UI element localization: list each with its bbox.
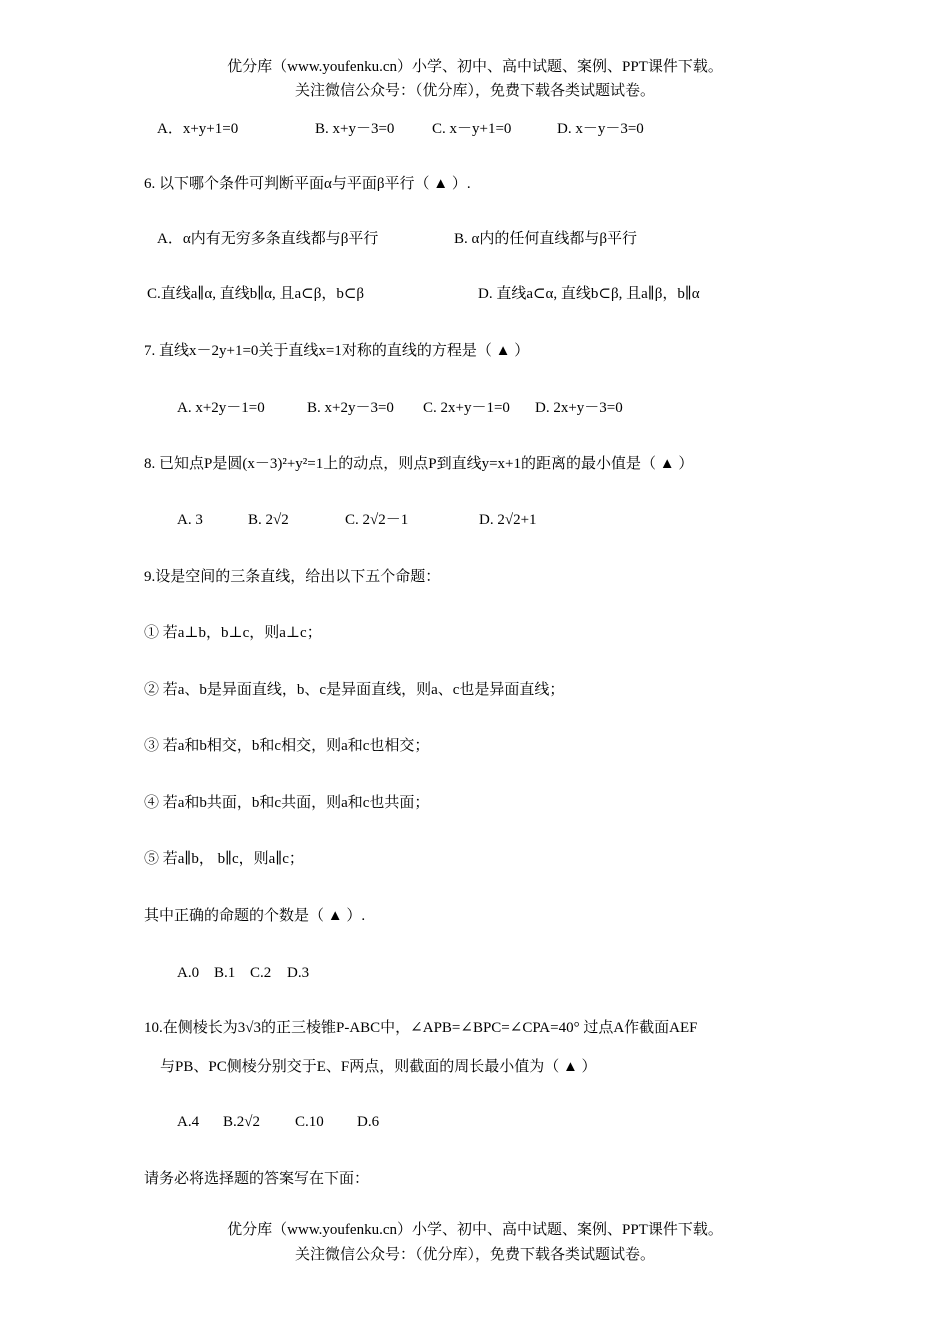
q8-option-b: B. 2√2 — [248, 512, 289, 528]
q5-option-a: A．x+y+1=0 — [157, 121, 239, 137]
q9-option-c: C.2 — [250, 965, 272, 981]
q8-option-d: D. 2√2+1 — [479, 512, 537, 528]
q5-option-b: B. x+y－3=0 — [315, 121, 395, 137]
q6-option-a: A．α内有无穷多条直线都与β平行 — [157, 231, 379, 247]
q10-option-a: A.4 — [177, 1114, 200, 1130]
q5-option-d: D. x－y－3=0 — [557, 121, 644, 137]
q5-option-c: C. x－y+1=0 — [432, 121, 512, 137]
q10-option-d: D.6 — [357, 1114, 380, 1130]
header-line-1: 优分库（www.youfenku.cn）小学、初中、高中试题、案例、PPT课件下载。 — [227, 59, 723, 75]
q7-option-a: A. x+2y－1=0 — [177, 400, 265, 416]
q9-option-d: D.3 — [287, 965, 310, 981]
footer-line-1: 优分库（www.youfenku.cn）小学、初中、高中试题、案例、PPT课件下载。 — [227, 1222, 723, 1238]
q7-option-b: B. x+2y－3=0 — [307, 400, 394, 416]
q7-stem: 7. 直线x－2y+1=0关于直线x=1对称的直线的方程是（ ▲ ） — [144, 343, 530, 359]
q10-option-c: C.10 — [295, 1114, 324, 1130]
q9-stem: 9.设是空间的三条直线，给出以下五个命题： — [144, 569, 441, 585]
q10-stem-1: 10.在侧棱长为3√3的正三棱锥P-ABC中，∠APB=∠BPC=∠CPA=40° 过点A作截面AEF — [144, 1020, 698, 1036]
q9-proposition-3: ③ 若a和b相交，b和c相交，则a和c也相交； — [144, 738, 430, 754]
q7-option-c: C. 2x+y－1=0 — [423, 400, 510, 416]
q10-stem-2: 与PB、PC侧棱分别交于E、F两点，则截面的周长最小值为（ ▲ ） — [160, 1059, 597, 1075]
q8-option-a: A. 3 — [177, 512, 203, 528]
q9-proposition-4: ④ 若a和b共面，b和c共面，则a和c也共面； — [144, 795, 430, 811]
q9-option-a: A.0 — [177, 965, 200, 981]
q6-stem: 6. 以下哪个条件可判断平面α与平面β平行（ ▲ ）. — [144, 176, 471, 192]
q6-option-d: D. 直线a⊂α, 直线b⊂β, 且a∥β，b∥α — [478, 286, 700, 302]
q9-proposition-1: ① 若a⊥b，b⊥c，则a⊥c； — [144, 625, 322, 641]
q6-option-c: C.直线a∥α, 直线b∥α, 且a⊂β，b⊂β — [147, 286, 365, 302]
q9-option-b: B.1 — [214, 965, 236, 981]
header-line-2: 关注微信公众号：（优分库），免费下载各类试题试卷。 — [294, 83, 655, 99]
q9-ask: 其中正确的命题的个数是（ ▲ ）. — [144, 908, 366, 924]
answer-instruction: 请务必将选择题的答案写在下面： — [144, 1171, 370, 1187]
q8-stem: 8. 已知点P是圆(x－3)²+y²=1上的动点，则点P到直线y=x+1的距离的最小值是（ ▲ ） — [144, 456, 694, 472]
q6-option-b: B. α内的任何直线都与β平行 — [454, 231, 637, 247]
q10-option-b: B.2√2 — [223, 1114, 260, 1130]
q7-option-d: D. 2x+y－3=0 — [535, 400, 623, 416]
q8-option-c: C. 2√2－1 — [345, 512, 409, 528]
q9-proposition-2: ② 若a、b是异面直线，b、c是异面直线，则a、c也是异面直线； — [144, 682, 565, 698]
footer-line-2: 关注微信公众号：（优分库），免费下载各类试题试卷。 — [294, 1247, 655, 1263]
q9-proposition-5: ⑤ 若a∥b， b∥c，则a∥c； — [144, 851, 304, 867]
